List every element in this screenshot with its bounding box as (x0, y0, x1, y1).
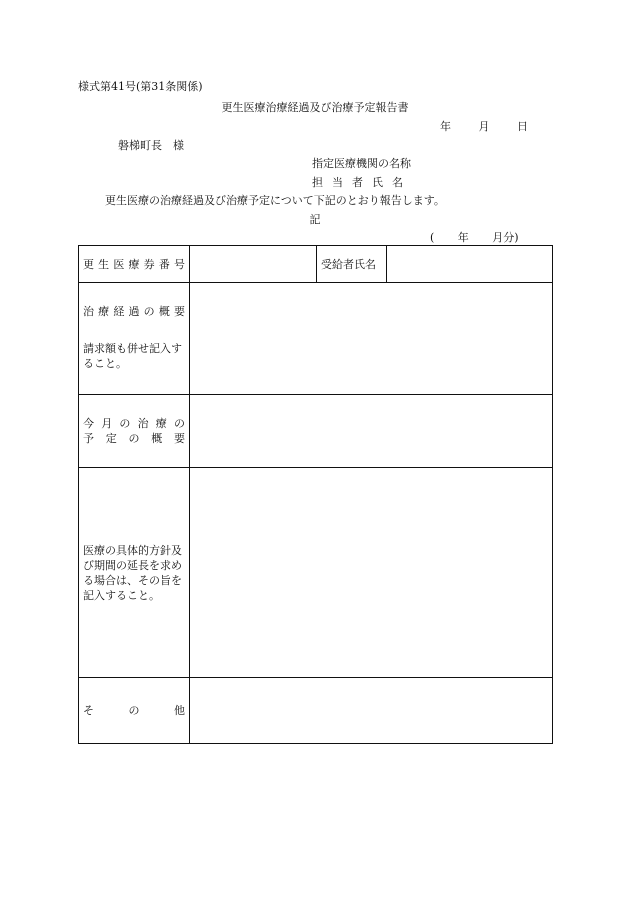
person-in-charge-label: 担当者氏名 (312, 176, 412, 189)
recipient-name-label: 受給者氏名 (321, 257, 376, 271)
recipient-name-label-cell (317, 246, 387, 283)
table-row (79, 283, 553, 395)
addressee: 磐梯町長 様 (118, 139, 184, 152)
plan-label-line1: 今月の治療の (83, 417, 185, 430)
report-statement: 更生医療の治療経過及び治療予定について下記のとおり報告します。 (105, 194, 445, 207)
other-label-cell (79, 678, 190, 744)
institution-name-label: 指定医療機関の名称 (312, 157, 411, 170)
form-number: 様式第41号(第31条関係) (78, 80, 203, 93)
plan-label-cell (79, 395, 190, 468)
certificate-number-label: 更生医療券番号 (83, 257, 185, 271)
certificate-number-label-cell (79, 246, 190, 283)
date-line: 年 月 日 (440, 120, 528, 133)
reporting-period: ( 年 月分) (430, 231, 519, 244)
treatment-progress-note: 請求額も併せ記入すること。 (83, 342, 182, 370)
treatment-progress-field[interactable] (190, 283, 553, 395)
plan-field[interactable] (190, 395, 553, 468)
table-row (79, 246, 553, 283)
treatment-progress-label-cell (79, 283, 190, 395)
extension-label-cell (79, 468, 190, 678)
certificate-number-field[interactable] (190, 246, 317, 283)
extension-field[interactable] (190, 468, 553, 678)
extension-label: 医療の具体的方針及び期間の延長を求める場合は、その旨を記入すること。 (83, 543, 182, 602)
report-table (78, 245, 553, 744)
table-row (79, 678, 553, 744)
other-field[interactable] (190, 678, 553, 744)
table-row (79, 395, 553, 468)
plan-label-line2: 予定の概要 (83, 432, 185, 445)
ki-heading: 記 (309, 213, 321, 226)
recipient-name-field[interactable] (387, 246, 553, 283)
other-label: その他 (83, 704, 185, 717)
table-row (79, 468, 553, 678)
treatment-progress-label: 治療経過の概要 (83, 305, 185, 318)
document-title: 更生医療治療経過及び治療予定報告書 (221, 101, 409, 114)
